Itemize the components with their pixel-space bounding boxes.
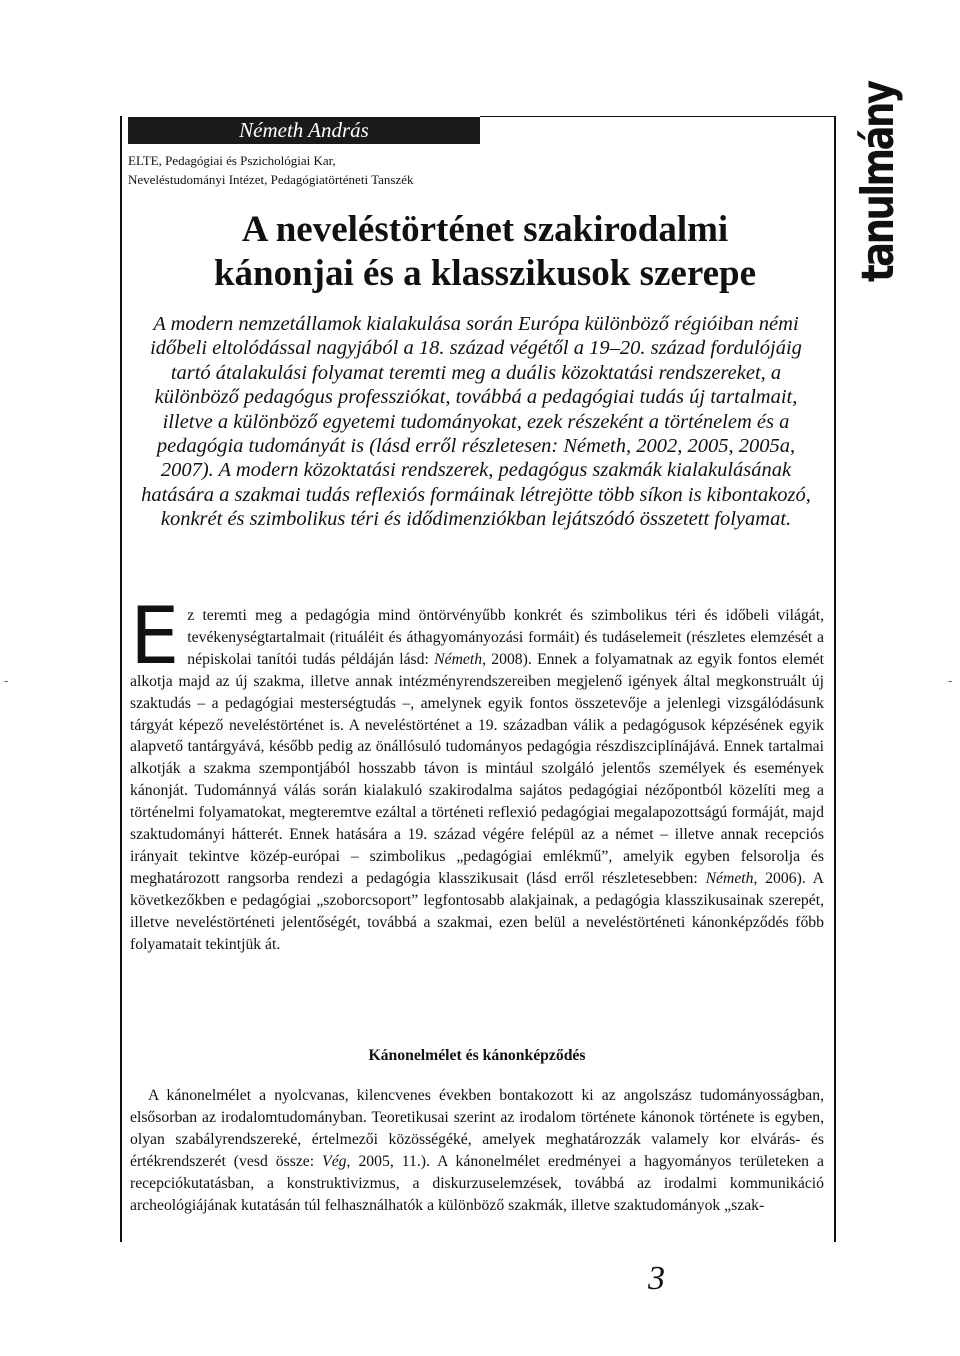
citation-nemeth-2006: Németh <box>705 869 754 887</box>
section-label: tanulmány <box>852 82 904 282</box>
p1-part-c: , 2006). A következőkben e pedagógiai „szoborcsoport” legfontosabb alakjainak, a pedagógia klasszikusainak szerepét, illetve neveléstörténeti jelentőségét, továbbá a szakmai, ezen belül a neveléstörténeti kánonképződés főbb folyamatait tekintjük át. <box>130 869 825 953</box>
affiliation-line-2: Neveléstudományi Intézet, Pedagógiatörténeti Tanszék <box>128 172 414 187</box>
body-paragraph-2 <box>130 1085 824 1216</box>
citation-veg-2005: Vég <box>322 1152 347 1170</box>
right-margin-rule <box>834 116 836 1242</box>
drop-cap: E <box>130 592 180 682</box>
p2-part-b: , 2005, 11.). A kánonelmélet eredményei a hagyományos területeken a recepciókutatásban, a konstruktivizmus, a diskurzuselemzések, továbbá az irodalmi kommunikáció archeológiájának kutatásán túl felhasználhatók a különböző szakmák, illetve szaktudományok „szak- <box>130 1152 824 1214</box>
author-name: Németh András <box>128 117 480 144</box>
p1-part-a: z teremti meg a pedagógia mind öntörvényűbb konkrét és szimbolikus téri és időbeli világát, tevékenységtartalmait (rituáléit és áthagyományozási formáit) és tudáselemeit (részletes elemzését a népiskolai tanítói tudás példáján lásd: <box>187 607 824 668</box>
abstract: A modern nemzetállamok kialakulása során Európa különböző régióiban némi időbeli eltolódással nagyjából a 18. század végétől a 19–20. század fordulójáig tartó átalakulási folyamat teremti meg a duális közoktatási rendszereket, a különböző pedagógus professziókat, továbbá a pedagógiai tudás új tartalmait, illetve a különböző egyetemi tudományokat, ezek részeként a történelem és a pedagógia tudományát is (lásd erről részletesen: Németh, 2002, 2005, 2005a, 2007). A modern közoktatási rendszerek, pedagógus szakmák kialakulásának hatására a szakmai tudás reflexiós formáinak létrejötte több síkon is kibontakozó, konkrét és szimbolikus téri és idődimenziókban lejátszódó összetett folyamat. <box>141 313 811 531</box>
author-affiliation <box>128 151 413 189</box>
p1-part-b: , 2008). Ennek a folyamatnak az egyik fontos elemét alkotja majd az új szakma, illetve annak intézményrendszereiben megjelenő igények által megkonstruált új szaktudás – a pedagógiai mesterségtudás –, amelynek egyik fontos összetevője a jelenlegi vizsgálódásunk tárgyát képező neveléstörténet is. A neveléstörténet a 19. században válik a pedagógusok képzésének egyik alapvető tantárgyává, később pedig az önállósuló tudományos pedagógia részdiszciplínájává. Ennek tartalmai alkotják a szakma szempontjából hosszabb távon is mintául szolgáló jelentős személyek és események kánonját. Tudománnyá válás során kialakuló szakirodalma sajátos pedagógiai nézőpontból közelíti meg a történelmi folyamatokat, megteremtve ezáltal a történeti reflexió pedagógiai megalapozottságú formáját, majd szaktudományi hátterét. Ennek hatására a 19. század végére felépül az a német – illetve annak recepciós irányait tekintve közép-európai – szimbolikus „pedagógiai emlékmű”, amelyik egyben felsorolja és meghatározott rangsorba rendezi a pedagógia klasszikusait (lásd erről részletesebben: <box>130 650 824 887</box>
section-label-vertical <box>852 82 904 282</box>
title-line-2: kánonjai és a klasszikusok szerepe <box>213 253 757 294</box>
left-margin-rule <box>120 116 122 1242</box>
crop-mark-right: - <box>948 674 953 688</box>
p2-part-a: A kánonelmélet a nyolcvanas, kilencvenes években bontakozott ki az angolszász tudományosságban, elsősorban az irodalomtudományban. Teoretikusai szerint az irodalom története kánonok története is egyben, olyan szabályrendszereké, értelmezői közösségéké, amelyek meghatározzák valamely kor elvárás- és értékrendszerét (vesd össze: <box>130 1087 824 1170</box>
top-rule <box>480 116 836 117</box>
body-paragraph-1 <box>130 592 825 956</box>
citation-nemeth-2008: Németh <box>434 650 483 668</box>
crop-mark-left: - <box>4 674 9 688</box>
page-number: 3 <box>648 1260 665 1297</box>
section-heading: Kánonelmélet és kánonképződés <box>368 1047 586 1064</box>
title-line-1: A neveléstörténet szakirodalmi <box>241 209 729 250</box>
article-title <box>140 208 830 296</box>
affiliation-line-1: ELTE, Pedagógiai és Pszichológiai Kar, <box>128 153 336 168</box>
